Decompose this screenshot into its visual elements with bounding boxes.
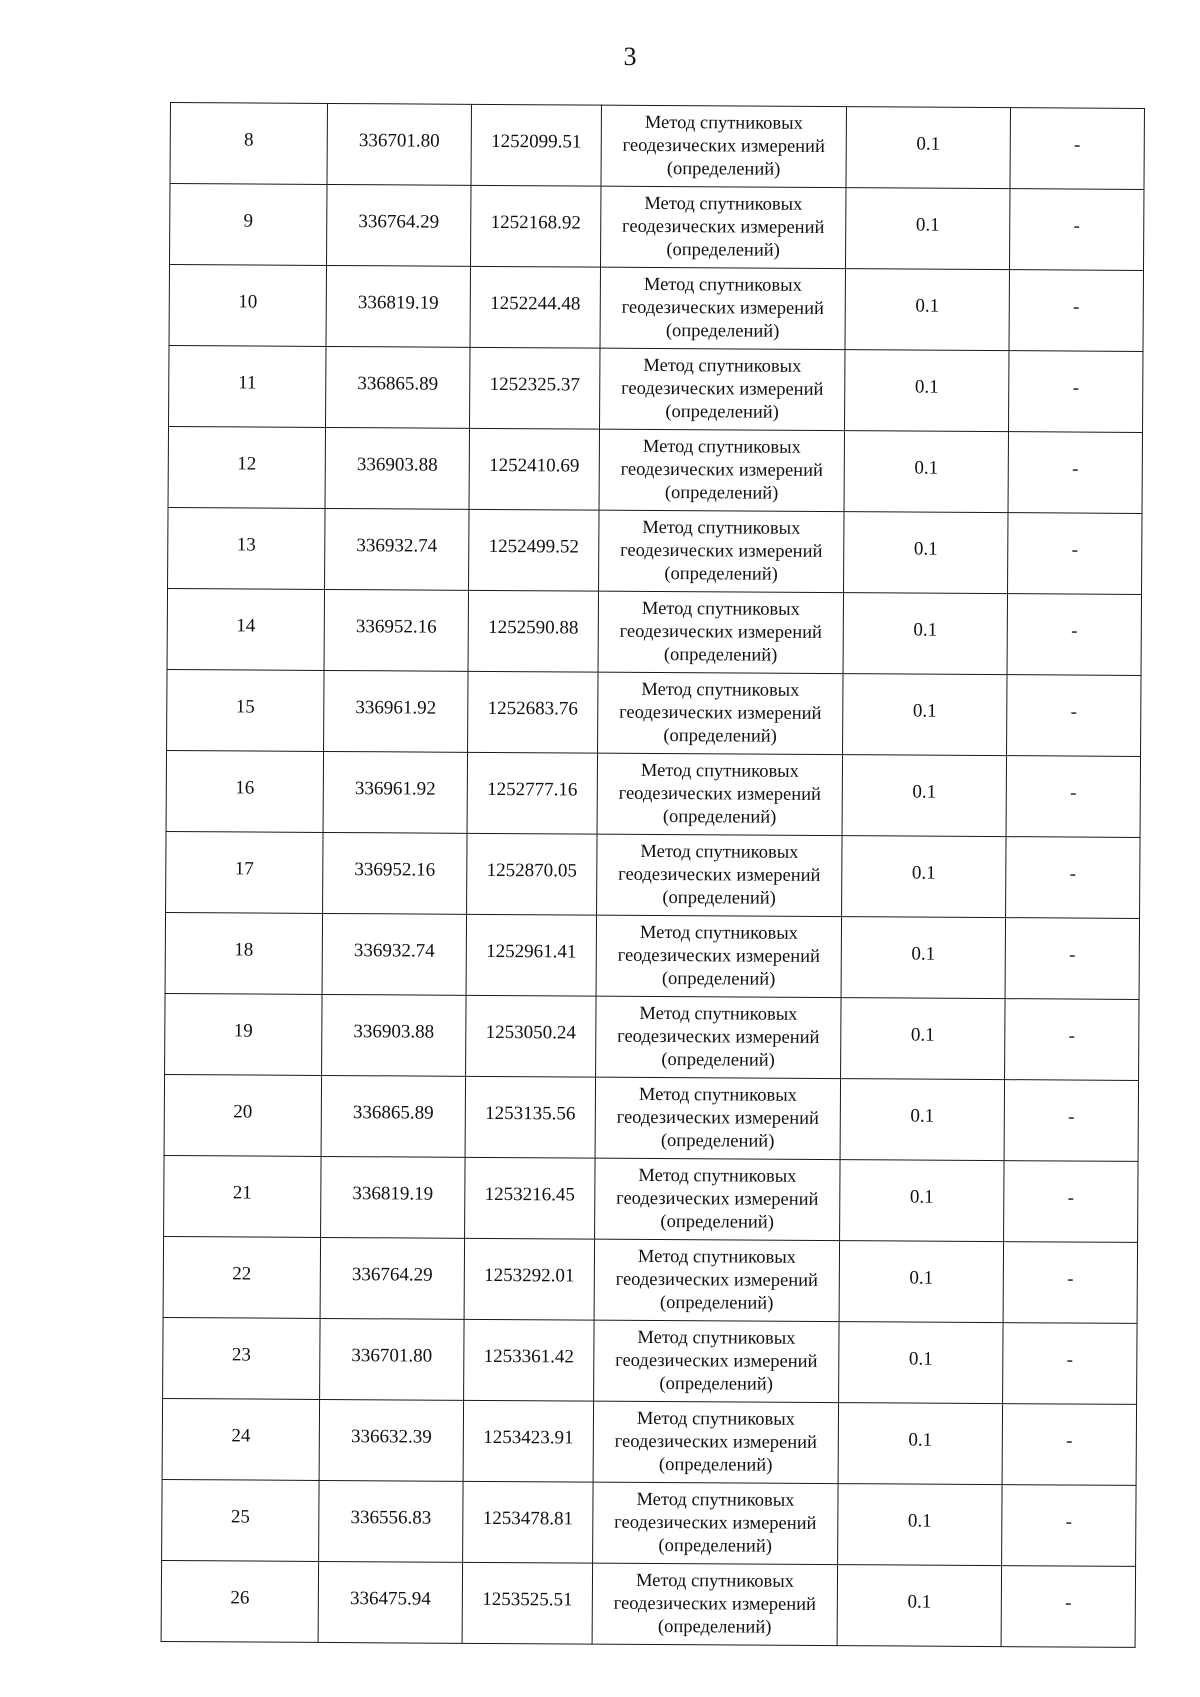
point-number-cell: 22 — [163, 1236, 320, 1318]
method-cell — [596, 915, 841, 997]
x-coordinate-cell: 336819.19 — [326, 265, 470, 347]
accuracy-cell: 0.1 — [845, 269, 1009, 351]
method-line: (определений) — [657, 1616, 772, 1638]
point-number-cell: 17 — [166, 831, 323, 913]
extra-cell: - — [1009, 189, 1143, 271]
point-number-cell: 19 — [165, 993, 322, 1075]
table-row — [164, 1074, 1138, 1161]
method-cell — [598, 591, 843, 673]
point-number-cell: 15 — [167, 669, 324, 751]
x-coordinate-cell: 336764.29 — [327, 184, 471, 266]
x-coordinate-cell: 336952.16 — [324, 589, 468, 671]
point-number-cell: 13 — [168, 507, 325, 589]
x-coordinate-cell: 336865.89 — [321, 1075, 465, 1157]
method-line: геодезических измерений — [619, 621, 822, 643]
method-line: Метод спутниковых — [638, 1084, 797, 1106]
accuracy-cell: 0.1 — [840, 1079, 1004, 1161]
method-line: (определений) — [659, 1373, 773, 1395]
method-cell — [598, 672, 843, 754]
method-line: (определений) — [662, 887, 776, 909]
y-coordinate-cell: 1253292.01 — [464, 1238, 594, 1320]
extra-cell: - — [1001, 1566, 1135, 1648]
point-number-cell: 8 — [170, 103, 327, 185]
extra-cell: - — [1009, 270, 1143, 352]
method-line: геодезических измерений — [620, 540, 823, 562]
point-number-cell: 26 — [161, 1560, 318, 1642]
extra-cell: - — [1002, 1485, 1136, 1567]
method-line: геодезических измерений — [618, 864, 821, 886]
page-number: 3 — [623, 42, 637, 71]
y-coordinate-cell: 1252325.37 — [470, 347, 600, 429]
method-line: (определений) — [658, 1535, 772, 1557]
table-row — [169, 345, 1143, 432]
table-row — [161, 1560, 1135, 1647]
method-line: Метод спутниковых — [640, 760, 799, 782]
method-line: геодезических измерений — [614, 1512, 817, 1534]
table-row — [165, 912, 1139, 999]
method-line: Метод спутниковых — [644, 193, 803, 215]
accuracy-cell: 0.1 — [841, 917, 1005, 999]
x-coordinate-cell: 336903.88 — [322, 994, 466, 1076]
accuracy-cell: 0.1 — [841, 998, 1005, 1080]
point-number-cell: 10 — [169, 265, 326, 347]
table-row — [170, 103, 1144, 190]
x-coordinate-cell: 336632.39 — [319, 1399, 463, 1481]
table-row — [167, 669, 1141, 756]
method-line: Метод спутниковых — [639, 922, 798, 944]
accuracy-cell: 0.1 — [838, 1403, 1002, 1485]
table-row — [162, 1398, 1136, 1485]
x-coordinate-cell: 336952.16 — [323, 832, 467, 914]
coordinates-table — [161, 102, 1145, 1648]
method-line: (определений) — [661, 968, 776, 990]
method-line: Метод спутниковых — [643, 274, 802, 296]
x-coordinate-cell: 336701.80 — [327, 103, 471, 185]
x-coordinate-cell: 336961.92 — [324, 670, 468, 752]
extra-cell: - — [1003, 1242, 1137, 1324]
method-cell — [592, 1563, 837, 1645]
method-line: (определений) — [665, 401, 779, 423]
point-number-cell: 24 — [162, 1398, 319, 1480]
method-line: (определений) — [666, 158, 781, 180]
method-cell — [600, 348, 845, 430]
extra-cell: - — [1005, 918, 1139, 1000]
y-coordinate-cell: 1252961.41 — [466, 914, 596, 996]
point-number-cell: 12 — [168, 426, 325, 508]
accuracy-cell: 0.1 — [839, 1322, 1003, 1404]
method-line: геодезических измерений — [614, 1431, 818, 1453]
method-cell — [601, 105, 846, 187]
method-line: Метод спутниковых — [636, 1489, 795, 1511]
y-coordinate-cell: 1253135.56 — [465, 1076, 595, 1158]
method-line: геодезических измерений — [622, 216, 825, 238]
method-line: Метод спутниковых — [641, 679, 800, 701]
method-cell — [593, 1401, 838, 1483]
method-line: (определений) — [664, 563, 778, 585]
method-cell — [599, 510, 844, 592]
extra-cell: - — [1009, 351, 1143, 433]
y-coordinate-cell: 1252099.51 — [471, 104, 601, 186]
point-number-cell: 18 — [165, 912, 322, 994]
accuracy-cell: 0.1 — [844, 431, 1008, 513]
accuracy-cell: 0.1 — [842, 836, 1006, 918]
point-number-cell: 21 — [164, 1155, 321, 1237]
method-line: геодезических измерений — [621, 297, 824, 319]
table-row — [167, 588, 1141, 675]
point-number-cell: 14 — [167, 588, 324, 670]
x-coordinate-cell: 336475.94 — [318, 1561, 462, 1643]
y-coordinate-cell: 1252590.88 — [468, 590, 598, 672]
y-coordinate-cell: 1253525.51 — [462, 1562, 592, 1644]
point-number-cell: 23 — [163, 1317, 320, 1399]
method-line: (определений) — [660, 1211, 774, 1233]
x-coordinate-cell: 336701.80 — [320, 1318, 464, 1400]
method-line: (определений) — [661, 1049, 775, 1071]
point-number-cell: 25 — [162, 1479, 319, 1561]
method-cell — [597, 753, 842, 835]
table-row — [169, 265, 1143, 352]
method-line: Метод спутниковых — [641, 598, 800, 620]
table-row — [170, 184, 1144, 271]
method-cell — [595, 1158, 840, 1240]
y-coordinate-cell: 1253423.91 — [463, 1400, 593, 1482]
accuracy-cell: 0.1 — [837, 1565, 1001, 1647]
x-coordinate-cell: 336865.89 — [326, 346, 470, 428]
extra-cell: - — [1004, 1080, 1138, 1162]
y-coordinate-cell: 1253361.42 — [464, 1319, 594, 1401]
y-coordinate-cell: 1252244.48 — [470, 266, 600, 348]
extra-cell: - — [1007, 675, 1141, 757]
method-line: геодезических измерений — [619, 702, 822, 724]
y-coordinate-cell: 1252683.76 — [468, 671, 598, 753]
method-cell — [600, 186, 845, 268]
method-line: геодезических измерений — [616, 1188, 819, 1210]
method-line: Метод спутниковых — [637, 1327, 796, 1349]
method-line: (определений) — [663, 725, 777, 747]
x-coordinate-cell: 336932.74 — [325, 508, 469, 590]
accuracy-cell: 0.1 — [844, 512, 1008, 594]
method-line: геодезических измерений — [615, 1269, 819, 1291]
extra-cell: - — [1006, 837, 1140, 919]
table-row — [166, 831, 1140, 918]
extra-cell: - — [1007, 594, 1141, 676]
accuracy-cell: 0.1 — [845, 188, 1009, 270]
table-row — [168, 507, 1142, 594]
extra-cell: - — [1006, 756, 1140, 838]
method-line: Метод спутниковых — [637, 1246, 796, 1268]
x-coordinate-cell: 336819.19 — [321, 1156, 465, 1238]
method-line: геодезических измерений — [613, 1593, 817, 1615]
method-line: (определений) — [664, 482, 779, 504]
point-number-cell: 11 — [169, 345, 326, 427]
coordinates-table-body — [161, 103, 1144, 1648]
method-line: геодезических измерений — [617, 945, 821, 967]
method-line: геодезических измерений — [615, 1350, 818, 1372]
method-cell — [597, 834, 842, 916]
extra-cell: - — [1002, 1404, 1136, 1486]
method-line: Метод спутниковых — [642, 436, 801, 458]
y-coordinate-cell: 1252870.05 — [467, 833, 597, 915]
accuracy-cell: 0.1 — [845, 350, 1009, 432]
method-cell — [596, 996, 841, 1078]
method-line: Метод спутниковых — [635, 1570, 795, 1592]
method-line: Метод спутниковых — [642, 517, 801, 539]
accuracy-cell: 0.1 — [839, 1241, 1003, 1323]
x-coordinate-cell: 336903.88 — [325, 427, 469, 509]
y-coordinate-cell: 1252499.52 — [469, 509, 599, 591]
extra-cell: - — [1003, 1323, 1137, 1405]
method-line: (определений) — [663, 644, 778, 666]
y-coordinate-cell: 1253050.24 — [466, 995, 596, 1077]
method-line: геодезических измерений — [622, 135, 825, 157]
method-line: Метод спутниковых — [636, 1408, 796, 1430]
method-line: (определений) — [665, 320, 780, 342]
method-line: (определений) — [666, 239, 780, 261]
method-line: Метод спутниковых — [644, 112, 803, 134]
point-number-cell: 9 — [170, 184, 327, 266]
table-row — [168, 426, 1142, 513]
method-line: Метод спутниковых — [638, 1165, 797, 1187]
method-line: геодезических измерений — [616, 1107, 820, 1129]
table-row — [163, 1317, 1137, 1404]
accuracy-cell: 0.1 — [842, 755, 1006, 837]
x-coordinate-cell: 336932.74 — [322, 913, 466, 995]
point-number-cell: 20 — [164, 1074, 321, 1156]
method-cell — [594, 1320, 839, 1402]
extra-cell: - — [1004, 1161, 1138, 1243]
table-row — [166, 750, 1140, 837]
point-number-cell: 16 — [166, 750, 323, 832]
method-line: Метод спутниковых — [643, 355, 802, 377]
y-coordinate-cell: 1253216.45 — [465, 1157, 595, 1239]
y-coordinate-cell: 1252777.16 — [467, 752, 597, 834]
table-row — [163, 1236, 1137, 1323]
method-cell — [599, 429, 844, 511]
y-coordinate-cell: 1252410.69 — [469, 428, 599, 510]
method-cell — [595, 1077, 840, 1159]
extra-cell: - — [1008, 432, 1142, 514]
method-cell — [593, 1482, 838, 1564]
accuracy-cell: 0.1 — [843, 593, 1007, 675]
accuracy-cell: 0.1 — [843, 674, 1007, 756]
extra-cell: - — [1005, 999, 1139, 1081]
method-line: (определений) — [658, 1454, 773, 1476]
x-coordinate-cell: 336764.29 — [320, 1237, 464, 1319]
x-coordinate-cell: 336961.92 — [323, 751, 467, 833]
method-line: (определений) — [662, 806, 777, 828]
method-line: геодезических измерений — [618, 783, 821, 805]
method-line: Метод спутниковых — [640, 841, 799, 863]
extra-cell: - — [1010, 108, 1144, 190]
method-line: (определений) — [660, 1130, 775, 1152]
accuracy-cell: 0.1 — [838, 1484, 1002, 1566]
table-row — [164, 1155, 1138, 1242]
method-cell — [600, 267, 845, 349]
y-coordinate-cell: 1252168.92 — [471, 185, 601, 267]
method-line: Метод спутниковых — [639, 1003, 798, 1025]
accuracy-cell: 0.1 — [846, 107, 1010, 189]
y-coordinate-cell: 1253478.81 — [463, 1481, 593, 1563]
accuracy-cell: 0.1 — [840, 1160, 1004, 1242]
method-cell — [594, 1239, 839, 1321]
method-line: геодезических измерений — [617, 1026, 820, 1048]
method-line: геодезических измерений — [620, 459, 823, 481]
method-line: (определений) — [659, 1292, 774, 1314]
extra-cell: - — [1008, 513, 1142, 595]
table-row — [162, 1479, 1136, 1566]
table-row — [165, 993, 1139, 1080]
method-line: геодезических измерений — [621, 378, 824, 400]
x-coordinate-cell: 336556.83 — [319, 1480, 463, 1562]
